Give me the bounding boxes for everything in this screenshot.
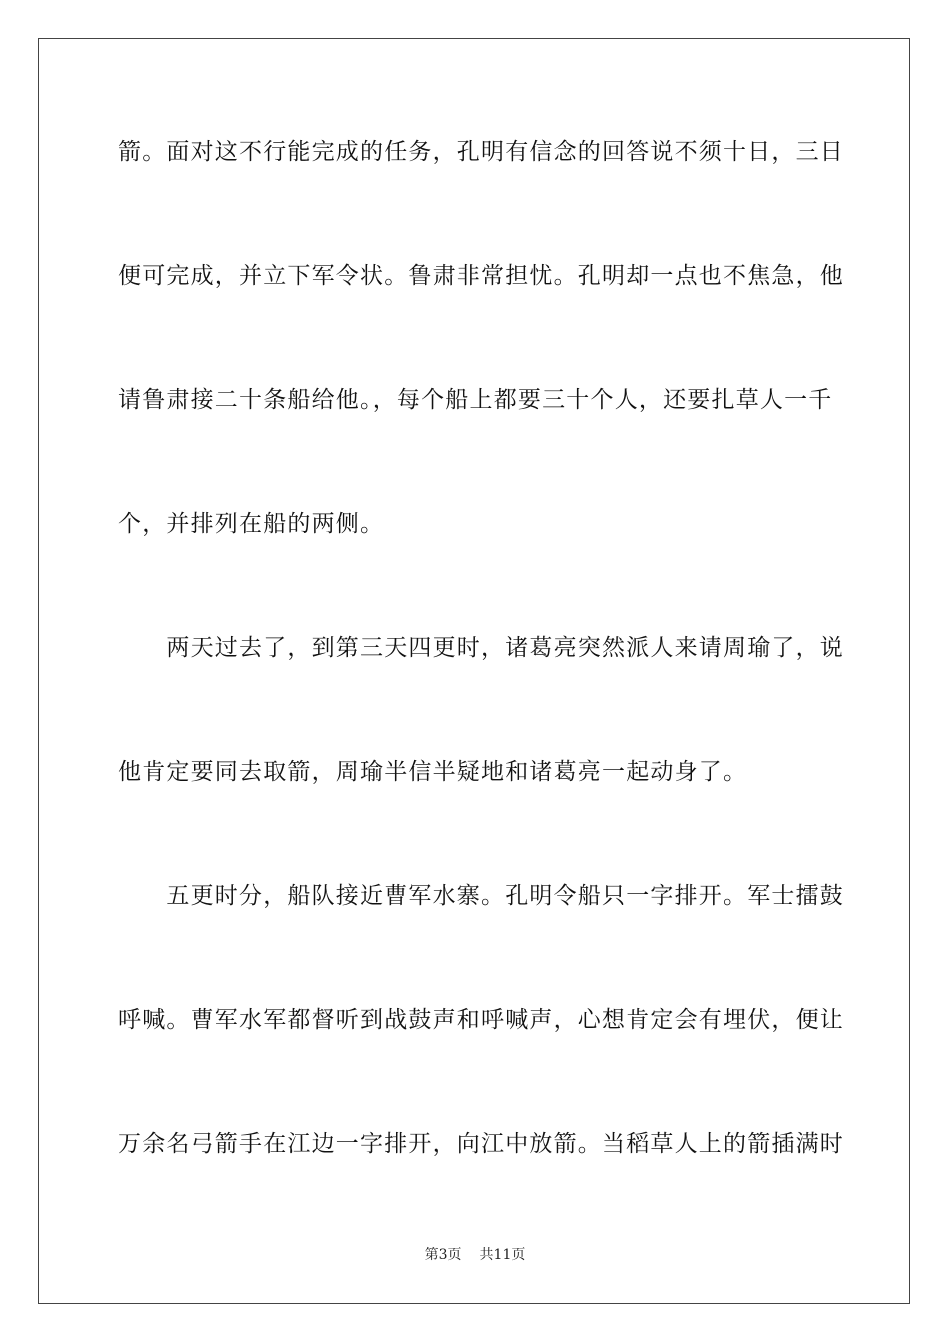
- body-text-line: 万余名弓箭手在江边一字排开，向江中放箭。当稻草人上的箭插满时: [118, 1131, 844, 1157]
- page-number: 第3页: [424, 1247, 462, 1263]
- page-footer: [0, 1246, 950, 1264]
- body-text-line: 箭。面对这不行能完成的任务，孔明有信念的回答说不须十日，三日: [118, 139, 844, 165]
- body-text-line: 便可完成，并立下军令状。鲁肃非常担忧。孔明却一点也不焦急，他: [118, 263, 844, 289]
- body-text-line: 他肯定要同去取箭，周瑜半信半疑地和诸葛亮一起动身了。: [118, 759, 748, 785]
- body-text-line: 请鲁肃接二十条船给他。，每个船上都要三十个人，还要扎草人一千: [118, 387, 833, 413]
- body-text-line: 呼喊。曹军水军都督听到战鼓声和呼喊声，心想肯定会有埋伏，便让: [118, 1007, 844, 1033]
- total-pages: 共11页: [479, 1247, 526, 1263]
- body-text-line: 个，并排列在船的两侧。: [118, 511, 385, 537]
- body-text-line: 五更时分，船队接近曹军水寨。孔明令船只一字排开。军士擂鼓: [118, 883, 844, 909]
- body-text-line: 两天过去了，到第三天四更时，诸葛亮突然派人来请周瑜了，说: [118, 635, 844, 661]
- page-border: [38, 38, 910, 1304]
